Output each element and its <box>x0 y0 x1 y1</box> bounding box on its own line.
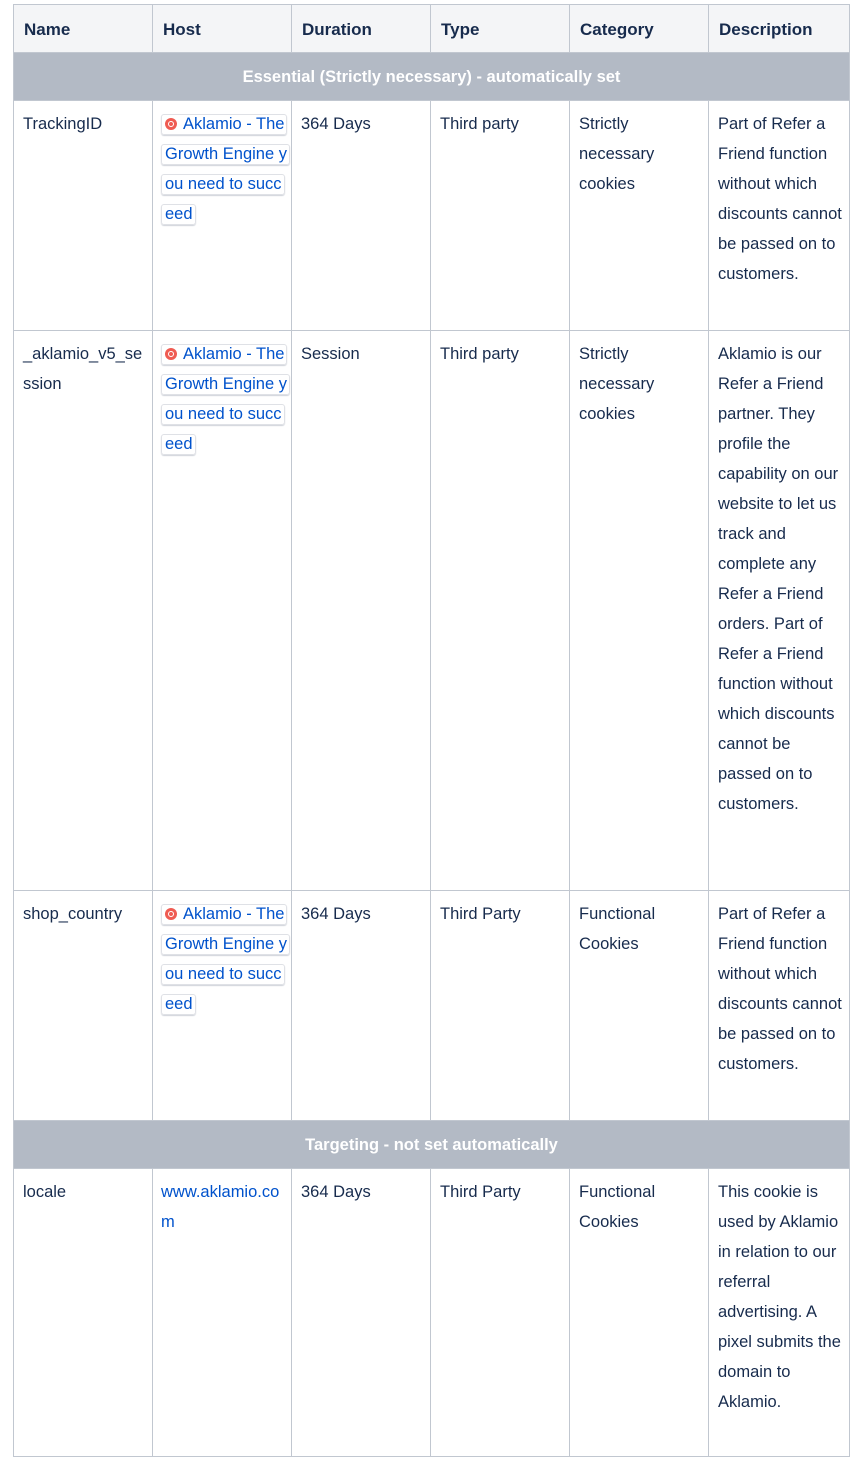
cookie-type: Third party <box>431 101 570 331</box>
cookie-category: Functional Cookies <box>570 891 709 1121</box>
header-description: Description <box>709 5 850 53</box>
header-row <box>14 5 850 53</box>
cookie-category: Strictly necessary cookies <box>570 101 709 331</box>
header-duration: Duration <box>292 5 431 53</box>
aklamio-logo-icon <box>165 348 177 360</box>
host-link-text[interactable]: Aklamio - The Growth Engine you need to succeed <box>165 345 287 453</box>
header-name: Name <box>14 5 153 53</box>
header-type: Type <box>431 5 570 53</box>
aklamio-logo-icon <box>165 118 177 130</box>
aklamio-logo-icon <box>165 908 177 920</box>
cookie-type: Third Party <box>431 1169 570 1457</box>
header-host: Host <box>153 5 292 53</box>
cookie-description: Aklamio is our Refer a Friend partner. They profile the capability on our website to let us track and complete any Refer a Friend orders. Part of Refer a Friend function without which discounts cannot be passed on to customers. <box>709 331 850 891</box>
table-row <box>14 1169 850 1457</box>
cookie-duration: Session <box>292 331 431 891</box>
host-link-text[interactable]: Aklamio - The Growth Engine you need to succeed <box>165 115 287 223</box>
table-row <box>14 891 850 1121</box>
cookie-description: Part of Refer a Friend function without which discounts cannot be passed on to customers. <box>709 101 850 331</box>
cookie-host <box>153 101 292 331</box>
cookie-name: locale <box>14 1169 153 1457</box>
cookie-host <box>153 331 292 891</box>
cookie-table-container <box>13 4 849 1457</box>
cookie-name: shop_country <box>14 891 153 1121</box>
host-smart-link[interactable] <box>161 114 290 225</box>
section-heading: Essential (Strictly necessary) - automatically set <box>14 53 850 101</box>
cookie-host <box>153 891 292 1121</box>
host-smart-link[interactable] <box>161 344 290 455</box>
header-category: Category <box>570 5 709 53</box>
host-link-text[interactable]: Aklamio - The Growth Engine you need to succeed <box>165 905 287 1013</box>
cookie-description: Part of Refer a Friend function without which discounts cannot be passed on to customers. <box>709 891 850 1121</box>
host-link[interactable]: www.aklamio.com <box>161 1183 280 1231</box>
cookie-duration: 364 Days <box>292 891 431 1121</box>
cookie-duration: 364 Days <box>292 1169 431 1457</box>
cookie-duration: 364 Days <box>292 101 431 331</box>
section-row-targeting <box>14 1121 850 1169</box>
cookie-category: Strictly necessary cookies <box>570 331 709 891</box>
host-smart-link[interactable] <box>161 904 290 1015</box>
cookie-description: This cookie is used by Aklamio in relation to our referral advertising. A pixel submits the domain to Aklamio. <box>709 1169 850 1457</box>
cookie-category: Functional Cookies <box>570 1169 709 1457</box>
cookie-table <box>13 4 850 1457</box>
section-heading: Targeting - not set automatically <box>14 1121 850 1169</box>
section-row-essential <box>14 53 850 101</box>
cookie-name: _aklamio_v5_session <box>14 331 153 891</box>
cookie-type: Third party <box>431 331 570 891</box>
cookie-host <box>153 1169 292 1457</box>
table-row <box>14 331 850 891</box>
cookie-type: Third Party <box>431 891 570 1121</box>
table-row <box>14 101 850 331</box>
cookie-name: TrackingID <box>14 101 153 331</box>
